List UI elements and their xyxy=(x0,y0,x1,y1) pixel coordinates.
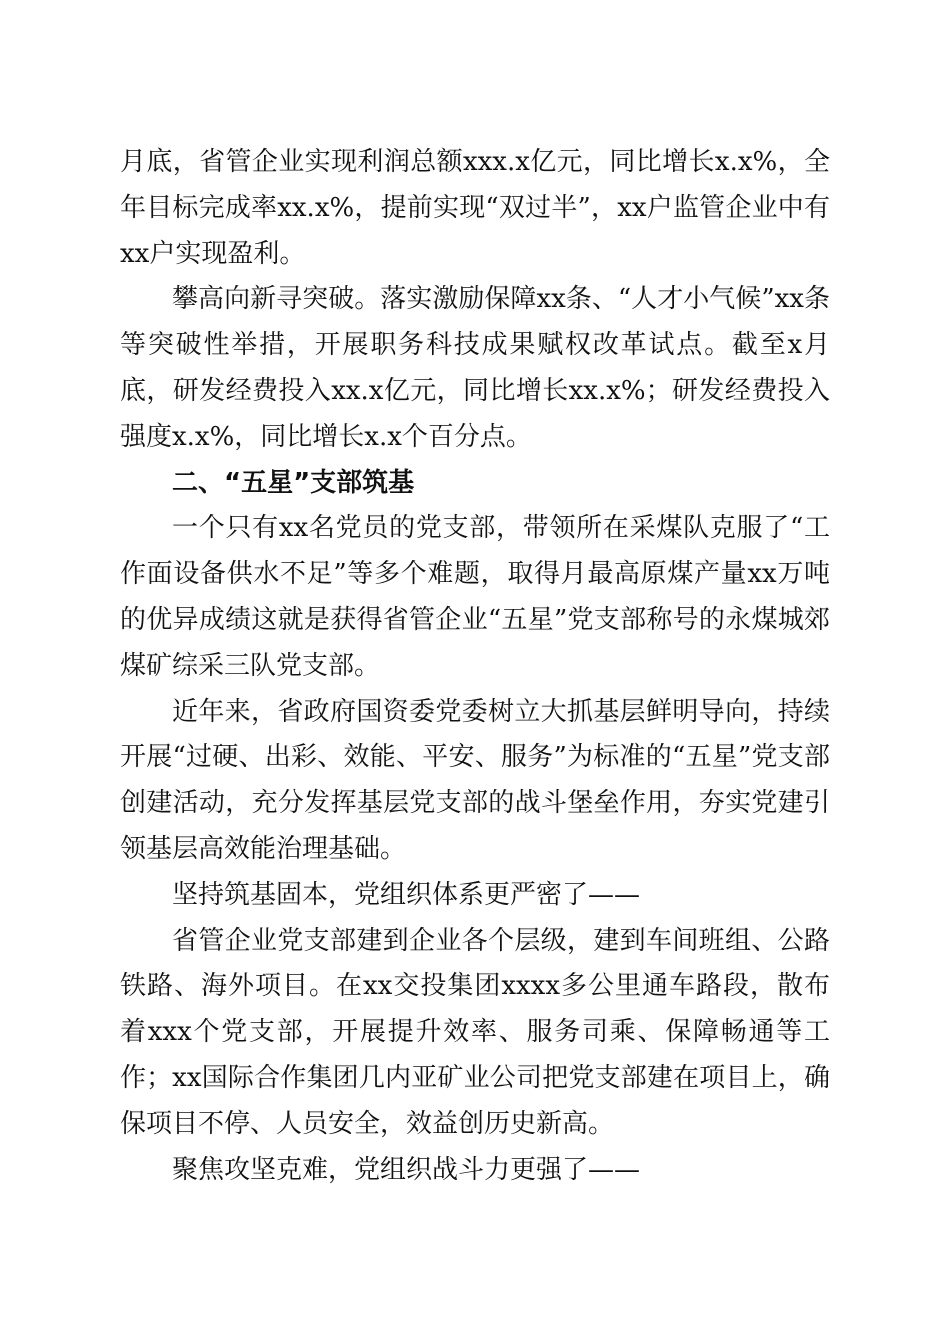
paragraph-coal-team-story: 一个只有xx名党员的党支部，带领所在采煤队克服了“工作面设备供水不足”等多个难题，取得月最高原煤产量xx万吨的优异成绩这就是获得省管企业“五星”党支部称号的永煤城郊煤矿综采三队党支部。 xyxy=(120,513,830,681)
paragraph-profit-summary: 月底，省管企业实现利润总额xxx.x亿元，同比增长x.x%，全年目标完成率xx.x%，提前实现“双过半”，xx户监管企业中有xx户实现盈利。 xyxy=(120,147,830,269)
section-heading-five-star: 二、“五星”支部筑基 xyxy=(172,467,415,498)
paragraph-branch-coverage: 省管企业党支部建到企业各个层级，建到车间班组、公路铁路、海外项目。在xx交投集团xxxx多公里通车路段，散布着xxx个党支部，开展提升效率、服务司乘、保障畅通等工作；xx国际合作集团几内亚矿业公司把党支部建在项目上，确保项目不停、人员安全，效益创历史新高。 xyxy=(120,925,830,1139)
paragraph-innovation-breakthrough: 攀高向新寻突破。落实激励保障xx条、“人才小气候”xx条等突破性举措，开展职务科技成果赋权改革试点。截至x月底，研发经费投入xx.x亿元，同比增长xx.x%；研发经费投入强度x.x%，同比增长x.x个百分点。 xyxy=(120,284,830,452)
paragraph-five-star-campaign: 近年来，省政府国资委党委树立大抓基层鲜明导向，持续开展“过硬、出彩、效能、平安、服务”为标准的“五星”党支部创建活动，充分发挥基层党支部的战斗堡垒作用，夯实党建引领基层高效能治理基础。 xyxy=(120,696,830,864)
paragraph-foundation-lead: 坚持筑基固本，党组织体系更严密了—— xyxy=(172,879,641,910)
paragraph-tackling-lead: 聚焦攻坚克难，党组织战斗力更强了—— xyxy=(172,1154,641,1185)
document-body xyxy=(120,140,830,1193)
